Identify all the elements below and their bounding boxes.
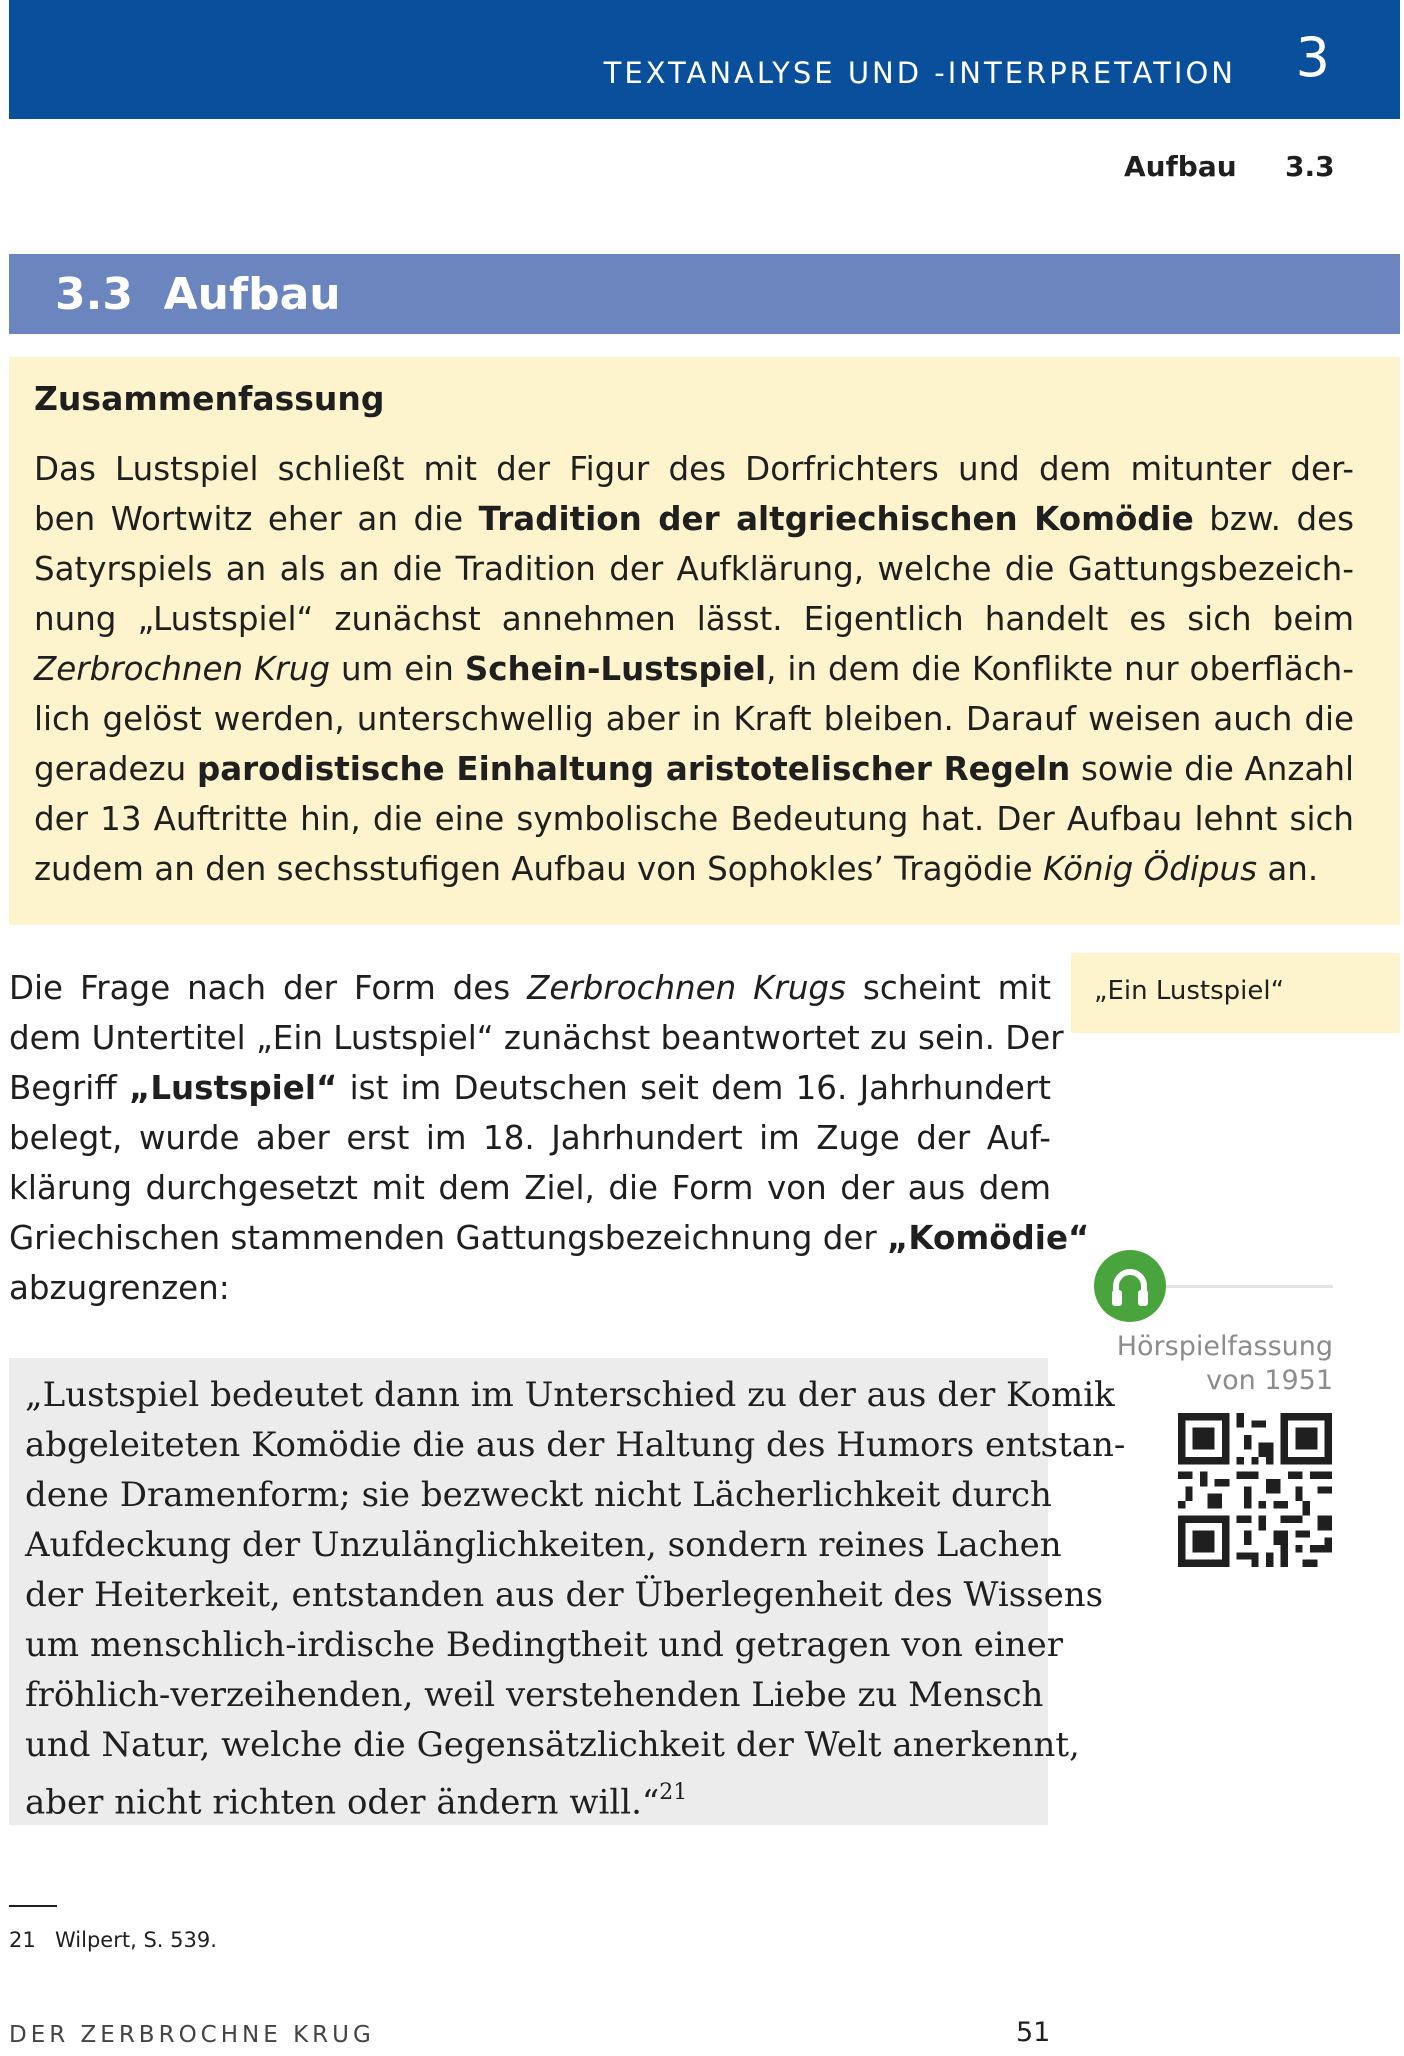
summary-line: lich gelöst werden, unterschwellig aber in Kraft bleiben. Darauf weisen auch die	[34, 700, 1354, 738]
summary-line: zudem an den sechsstufigen Aufbau von Sophokles’ Tragödie König Ödipus an.	[34, 850, 1319, 888]
summary-line: Das Lustspiel schließt mit der Figur des Dorfrichters und dem mitunter der-	[34, 450, 1354, 488]
block-quote	[9, 1358, 1126, 1825]
section-running-label: Aufbau	[1124, 150, 1237, 183]
margin-note	[1071, 953, 1400, 1033]
summary-line: nung „Lustspiel“ zunächst annehmen lässt. Eigentlich handelt es sich beim	[34, 600, 1354, 638]
chapter-header-bar	[9, 0, 1400, 119]
body-line: Griechischen stammenden Gattungsbezeichnung der „Komödie“	[9, 1219, 1090, 1257]
quote-line: um menschlich-irdische Bedingtheit und getragen von einer	[25, 1625, 1063, 1665]
page-number: 51	[1016, 2017, 1051, 2048]
footnote-text: Wilpert, S. 539.	[55, 1928, 217, 1952]
quote-line: „Lustspiel bedeutet dann im Unterschied zu der aus der Komik	[25, 1375, 1115, 1415]
section-number: 3.3	[55, 269, 133, 320]
section-title-band	[9, 254, 1400, 334]
quote-line: Aufdeckung der Unzulänglichkeiten, sondern reines Lachen	[25, 1525, 1062, 1565]
body-line: dem Untertitel „Ein Lustspiel“ zunächst beantwortet zu sein. Der	[9, 1019, 1064, 1057]
audio-label	[1117, 1330, 1333, 1398]
section-title-text: Aufbau	[163, 269, 341, 320]
audio-label-line: Hörspielfassung	[1116, 1331, 1333, 1362]
body-line: Die Frage nach der Form des Zerbrochnen Krugs scheint mit	[9, 969, 1052, 1007]
headphones-icon	[1094, 1250, 1166, 1322]
summary-line: der 13 Auftritte hin, die eine symbolische Bedeutung hat. Der Aufbau lehnt sich	[34, 800, 1354, 838]
section-running-number: 3.3	[1285, 150, 1335, 183]
summary-line: Satyrspiels an als an die Tradition der Aufklärung, welche die Gattungsbezeich-	[34, 550, 1354, 588]
summary-line: geradezu parodistische Einhaltung aristotelischer Regeln sowie die Anzahl	[34, 750, 1354, 788]
audio-label-line: von 1951	[1206, 1365, 1333, 1396]
summary-body	[34, 444, 1354, 894]
quote-line: und Natur, welche die Gegensätzlichkeit der Welt anerkennt,	[25, 1725, 1080, 1765]
chapter-number: 3	[1295, 26, 1330, 89]
quote-line: abgeleiteten Komödie die aus der Haltung des Humors entstan-	[25, 1425, 1126, 1465]
footer-book-title: DER ZERBROCHNE KRUG	[9, 2022, 375, 2048]
margin-note-text: „Ein Lustspiel“	[1094, 976, 1285, 1006]
summary-line: Zerbrochnen Krug um ein Schein-Lustspiel, in dem die Konflikte nur oberfläch-	[34, 650, 1355, 688]
body-line: belegt, wurde aber erst im 18. Jahrhundert im Zuge der Auf-	[9, 1119, 1051, 1157]
quote-line: aber nicht richten oder ändern will.“$^{21}$	[25, 1780, 688, 1823]
summary-line: ben Wortwitz eher an die Tradition der altgriechischen Komödie bzw. des	[34, 500, 1355, 538]
quote-line: dene Dramenform; sie bezweckt nicht Lächerlichkeit durch	[25, 1475, 1052, 1515]
running-title: TEXTANALYSE UND -INTERPRETATION	[603, 56, 1236, 90]
body-line: abzugrenzen:	[9, 1269, 230, 1307]
body-line: Begriff „Lustspiel“ ist im Deutschen seit dem 16. Jahrhundert	[9, 1069, 1051, 1107]
footnote-divider	[9, 1905, 57, 1907]
qr-code[interactable]	[1178, 1413, 1332, 1567]
body-paragraph	[9, 963, 1090, 1313]
body-line: klärung durchgesetzt mit dem Ziel, die Form von der aus dem	[9, 1169, 1051, 1207]
summary-box	[9, 357, 1400, 925]
footnote-number: 21	[9, 1928, 36, 1952]
audio-divider	[1166, 1285, 1333, 1288]
quote-line: der Heiterkeit, entstanden aus der Überlegenheit des Wissens	[25, 1575, 1104, 1615]
audio-play-button[interactable]	[1094, 1250, 1166, 1322]
summary-heading: Zusammenfassung	[34, 379, 385, 418]
footnote	[9, 1928, 217, 1952]
footnote-reference[interactable]: 21	[659, 1780, 688, 1805]
section-title	[55, 269, 341, 320]
quote-line: fröhlich-verzeihenden, weil verstehenden Liebe zu Mensch	[25, 1675, 1044, 1715]
